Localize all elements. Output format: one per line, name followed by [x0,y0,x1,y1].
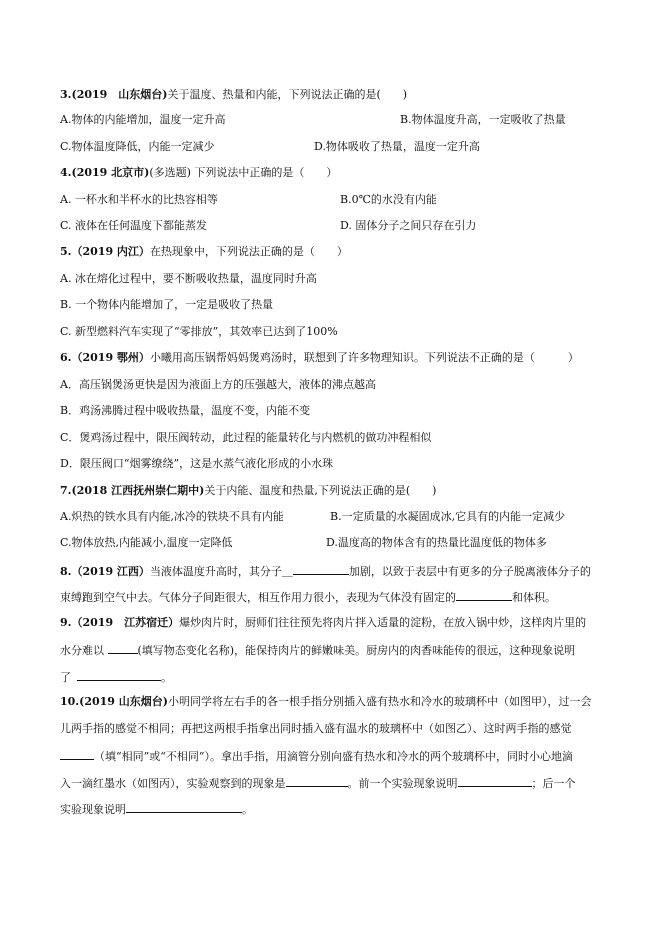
question-8-text-b: 加剧，以致于表层中有更多的分子脱离液体分子的 [348,565,591,578]
question-7-text: 关于内能、温度和热量,下列说法正确的是( ) [204,484,437,497]
question-7-option-c: C.物体放热,内能减小,温度一定降低 [60,536,233,549]
question-7-option-d: D.温度高的物体含有的热量比温度低的物体多 [326,536,547,549]
answer-blank-4[interactable] [77,669,161,681]
question-9-line3 [60,669,172,685]
question-6-option-d: D．限压阀口“烟雾缭绕”，这是水蒸气液化形成的小水珠 [60,457,334,470]
question-4-option-c: C. 液体在任何温度下都能蒸发 [60,219,208,232]
question-4-options-row2 [60,219,477,233]
question-3-option-c: C.物体温度降低，内能一定减少 [60,140,215,153]
question-6-stem [60,351,579,365]
question-5-text: 在热现象中，下列说法正确的是（ ） [149,245,348,258]
question-9-text-c: (填写物态变化名称)，能保持肉片的鲜嫩味美。厨房内的肉香味能传的很远，这种现象说明 [137,644,576,657]
question-10-text-g: 。 [242,803,253,816]
question-10-line1 [60,695,592,709]
question-6-option-a: A．高压锅煲汤更快是因为液面上方的压强越大，液体的沸点越高 [60,378,376,391]
question-9-text-e: 。 [161,671,172,684]
question-4-option-a: A. 一杯水和半杯水的比热容相等 [60,193,218,206]
question-8-text-c: 束缚跑到空气中去。气体分子间距很大，相互作用力很小，表现为气体没有固定的 [60,591,456,604]
question-7-options-row1 [60,510,566,524]
question-3-option-a: A.物体的内能增加，温度一定升高 [60,113,226,126]
question-3-option-d: D.物体吸收了热量，温度一定升高 [314,140,480,153]
question-10-text-e: ；后一个 [531,777,576,790]
question-4-text: (多选题) 下列说法中正确的是（ ） [149,166,338,179]
question-10-line5 [60,801,253,817]
question-6-option-c: C．煲鸡汤过程中，限压阀转动，此过程的能量转化与内燃机的做功冲程相似 [60,431,432,444]
question-10-text-a: 小明同学将左右手的各一根手指分别插入盛有热水和冷水的玻璃杯中（如图甲），过一会 [168,695,592,708]
question-8-text-d: 和体积。 [512,591,556,604]
question-10-source: 10.(2019 山东烟台) [60,695,168,708]
question-10-text-f: 实验现象说明 [60,803,126,816]
question-8-source: 8.（2019 江西） [60,565,150,578]
question-5-stem [60,245,348,259]
question-8-line2 [60,589,556,605]
question-4-stem [60,166,337,180]
question-7-option-b: B.一定质量的水凝固成冰,它具有的内能一定减少 [330,510,566,523]
question-4-source: 4.(2019 北京市) [60,166,150,179]
question-5-option-a: A. 冰在熔化过程中，要不断吸收热量，温度同时升高 [60,272,317,285]
question-8-line1 [60,563,591,579]
question-10-text-c: 入一滴红墨水（如图丙），实验观察到的现象是 [60,777,286,790]
question-4-option-d: D. 固体分子之间只存在引力 [340,219,477,232]
question-9-text-a: 爆炒肉片时，厨师们往往预先将肉片拌入适量的淀粉，在放入锅中炒，这样肉片里的 [179,616,587,629]
question-6-source: 6.（2019 鄂州） [60,351,150,364]
question-3-source: 3.(2019 山东烟台) [60,88,168,101]
question-5-option-b: B. 一个物体内能增加了，一定是吸收了热量 [60,298,274,311]
question-9-line1 [60,616,586,630]
question-9-text-b: 水分难以 [60,644,104,657]
answer-blank-1[interactable] [293,563,349,575]
question-8-text-a: 当液体温度升高时，其分子＿ [149,565,293,578]
question-3-text: 关于温度、热量和内能，下列说法正确的是( ) [167,88,408,101]
answer-blank-2[interactable] [456,589,512,601]
question-7-source: 7.(2018 江西抚州崇仁期中) [60,484,205,497]
question-10-line3 [60,748,573,764]
question-10-text-d: 。前一个实验现象说明 [347,777,458,790]
question-3-options-row1 [60,113,566,127]
answer-blank-6[interactable] [286,775,348,787]
question-9-text-d: 了 [60,671,71,684]
question-4-option-b: B.0℃的水没有内能 [340,193,437,206]
question-7-options-row2 [60,536,547,550]
question-7-stem [60,484,436,498]
question-10-line4 [60,775,576,791]
question-10-text-b: （填“相同”或“不相同”）。拿出手指，用滴管分别向盛有热水和冷水的两个玻璃杯中，同时小心地滴 [94,750,573,763]
question-3-stem [60,88,407,102]
answer-blank-8[interactable] [126,801,242,813]
question-5-source: 5.（2019 内江） [60,245,150,258]
question-10-line2: 儿两手指的感觉不相同；再把这两根手指拿出同时插入盛有温水的玻璃杯中（如图乙）、这时两手指的感觉 [60,722,572,735]
question-5-option-c: C. 新型燃料汽车实现了“零排放”，其效率已达到了100% [60,325,338,338]
question-7-option-a: A.炽热的铁水具有内能,冰冷的铁块不具有内能 [60,510,284,523]
question-3-option-b: B.物体温度升高，一定吸收了热量 [400,113,566,126]
question-6-text: 小曦用高压锅帮妈妈煲鸡汤时，联想到了许多物理知识。下列说法不正确的是（ ） [149,351,579,364]
question-3-options-row2 [60,140,480,154]
question-6-option-b: B．鸡汤沸腾过程中吸收热量，温度不变，内能不变 [60,404,311,417]
question-9-source: 9.（2019 江苏宿迁） [60,616,180,629]
question-4-options-row1 [60,193,437,207]
question-9-line2 [60,642,575,658]
answer-blank-7[interactable] [458,775,532,787]
answer-blank-5[interactable] [60,748,94,760]
answer-blank-3[interactable] [108,642,138,654]
